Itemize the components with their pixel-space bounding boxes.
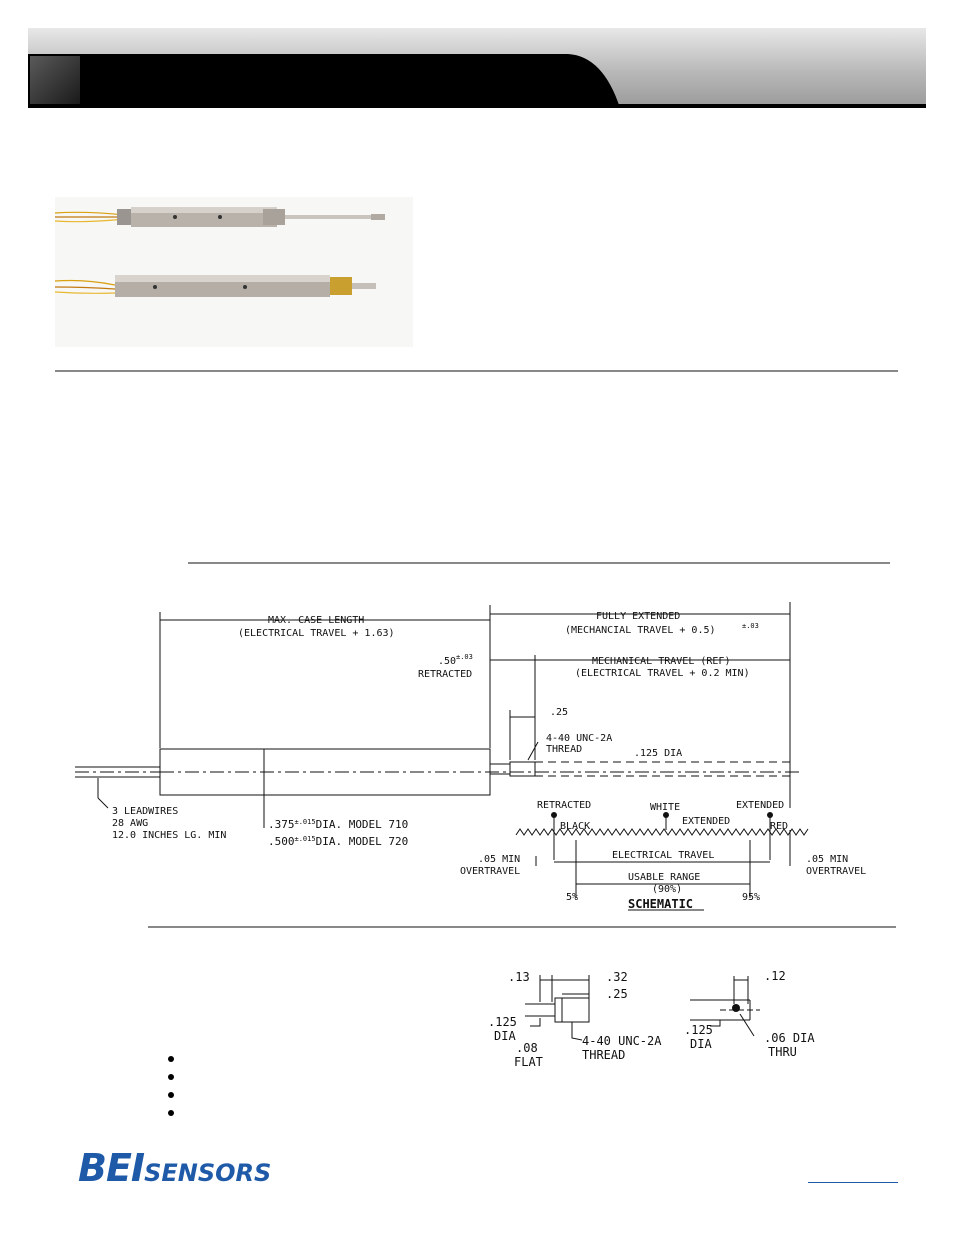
bei-sensors-logo: BEISENSORS bbox=[78, 1146, 272, 1190]
end1-d08: .08 bbox=[516, 1041, 538, 1055]
label-max-case-length: MAX. CASE LENGTH bbox=[268, 615, 365, 626]
label-min-left-2: OVERTRAVEL bbox=[460, 866, 521, 877]
label-sch-red: RED bbox=[770, 821, 789, 832]
label-pct-5: 5% bbox=[566, 892, 579, 903]
label-leads-2: 28 AWG bbox=[112, 818, 149, 829]
label-leads-3: 12.0 INCHES LG. MIN bbox=[112, 830, 227, 841]
label-schematic: SCHEMATIC bbox=[628, 897, 694, 911]
label-usable-pct: (90%) bbox=[652, 884, 683, 895]
label-fully-extended-tol: ±.03 bbox=[742, 622, 759, 630]
label-retracted-tol: ±.03 bbox=[456, 653, 473, 661]
label-dia-710: $.375^{\pm.015}DIA$. MODEL 710 bbox=[268, 818, 409, 831]
bullet bbox=[168, 1110, 174, 1116]
label-sch-black: BLACK bbox=[560, 821, 591, 832]
label-usable-range: USABLE RANGE bbox=[628, 872, 701, 883]
label-mech-travel-sub: (ELECTRICAL TRAVEL + 0.2 MIN) bbox=[575, 668, 750, 679]
footer-link-underline[interactable] bbox=[808, 1182, 898, 1183]
end2-dia: DIA bbox=[690, 1037, 712, 1051]
label-elec-travel: ELECTRICAL TRAVEL bbox=[612, 850, 715, 861]
end1-d32: .32 bbox=[606, 970, 628, 984]
label-pct-95: 95% bbox=[742, 892, 761, 903]
end1-thread-2: THREAD bbox=[582, 1048, 626, 1062]
end1-d13: .13 bbox=[508, 970, 530, 984]
label-retracted: RETRACTED bbox=[418, 669, 473, 680]
bullet bbox=[168, 1092, 174, 1098]
bullet bbox=[168, 1056, 174, 1062]
label-max-case-length-sub: (ELECTRICAL TRAVEL + 1.63) bbox=[238, 628, 395, 639]
label-sch-extended: EXTENDED bbox=[736, 800, 785, 811]
end1-dia: DIA bbox=[494, 1029, 516, 1043]
label-min-left-1: .05 MIN bbox=[478, 854, 521, 865]
end2-d12: .12 bbox=[764, 969, 786, 983]
label-sch-white: WHITE bbox=[650, 802, 681, 813]
label-fully-extended: FULLY EXTENDED bbox=[596, 611, 681, 622]
end1-d125: .125 bbox=[488, 1015, 517, 1029]
label-thread-1: 4-40 UNC-2A bbox=[546, 733, 613, 744]
label-sch-retracted: RETRACTED bbox=[537, 800, 592, 811]
bullet-list bbox=[168, 1056, 174, 1128]
label-min-right-2: OVERTRAVEL bbox=[806, 866, 867, 877]
end2-thru: THRU bbox=[768, 1045, 797, 1059]
label-sch-extended2: EXTENDED bbox=[682, 816, 731, 827]
end2-d06: .06 DIA bbox=[764, 1031, 815, 1045]
end1-d25: .25 bbox=[606, 987, 628, 1001]
label-fully-extended-sub: (MECHANCIAL TRAVEL + 0.5) bbox=[565, 625, 716, 636]
end1-flat: FLAT bbox=[514, 1055, 543, 1069]
label-min-right-1: .05 MIN bbox=[806, 854, 849, 865]
label-retracted-dim: .50 bbox=[438, 656, 457, 667]
label-rod-dia: .125 DIA bbox=[634, 748, 683, 759]
label-mech-travel: MECHANICAL TRAVEL (REF) bbox=[592, 656, 731, 667]
label-leads-1: 3 LEADWIRES bbox=[112, 806, 179, 817]
end2-d125: .125 bbox=[684, 1023, 713, 1037]
label-dia-720: $.500^{\pm.015}DIA$. MODEL 720 bbox=[268, 835, 409, 848]
bullet bbox=[168, 1074, 174, 1080]
label-thread-2: THREAD bbox=[546, 744, 583, 755]
end1-thread-1: 4-40 UNC-2A bbox=[582, 1034, 662, 1048]
label-dim-25: .25 bbox=[550, 707, 569, 718]
